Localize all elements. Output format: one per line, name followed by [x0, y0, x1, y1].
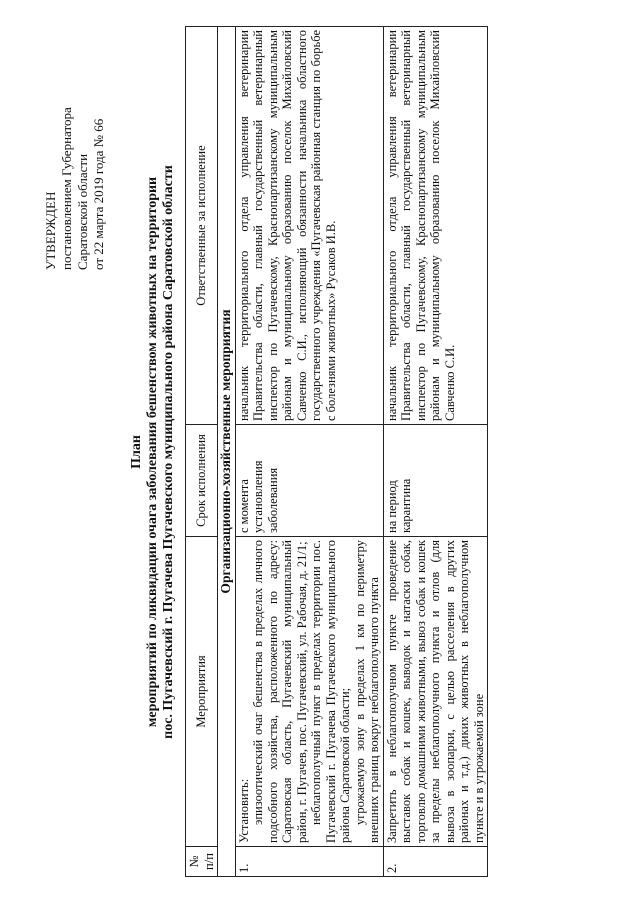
title-line: мероприятий по ликвидации очага заболевания бешенством животных на территории	[145, 176, 160, 728]
row-responsible: начальник территориального отдела управления ветеринарии Правительства области, главный государственный ветеринарный инспектор по Пугачевскому, Краснопартизанскому муниципальным районам и муниципальному образованию поселок Михайловский Савченко С.И., исполняющий обязанности начальника областного государственного учреждения «Пугачевская районная станция по борьбе с болезнями животных» Русаков И.В.	[235, 27, 383, 425]
header-term: Срок исполнения	[186, 425, 218, 537]
table-row	[383, 27, 488, 877]
plan-title	[129, 22, 177, 882]
title-line: План	[129, 435, 144, 469]
table-row	[235, 27, 383, 877]
row-term: с момента установления заболевания	[235, 425, 383, 537]
approval-line: постановлением Губернатора	[59, 107, 74, 270]
approval-line: от 22 марта 2019 года № 66	[91, 118, 106, 270]
section-row	[218, 27, 236, 877]
row-responsible: начальник территориального отдела управления ветеринарии Правительства области, главный государственный ветеринарный инспектор по Пугачевскому, Краснопартизанскому муниципальным районам и муниципальному образованию поселок Михайловский Савченко С.И.	[383, 27, 488, 425]
row-measure	[235, 537, 383, 847]
measure-paragraph: угрожаемую зону в пределах 1 км по периметру внешних границ вокруг неблагополучного пункта	[352, 540, 381, 843]
approval-stamp	[43, 22, 123, 882]
header-num: № п/п	[186, 847, 218, 877]
measure-lead: Установить:	[236, 778, 251, 843]
measure-paragraph: неблагополучный пункт в пределах территории пос. Пугачевский г. Пугачева Пугачевского муниципального района Саратовской области;	[309, 540, 352, 843]
row-num: 2.	[383, 847, 488, 877]
document-page	[25, 22, 615, 882]
approval-line: Саратовской области	[75, 153, 90, 270]
row-measure: Запретить в неблагополучном пункте проведение выставок собак и кошек, выводок и натаски собак, торговлю домашними животными, вывоз собак и кошек за пределы неблагополучного пункта и отлов (для вывоза в зоопарки, с целью расселения в других районах и т.д.) диких животных в неблагополучном пункте и в угрожаемой зоне	[383, 537, 488, 847]
header-responsible: Ответственные за исполнение	[186, 27, 218, 425]
section-title: Организационно-хозяйственные мероприятия	[218, 27, 236, 877]
approval-line: УТВЕРЖДЕН	[43, 191, 58, 270]
measure-paragraph: эпизоотический очаг бешенства в пределах личного подсобного хозяйства, расположенного по адресу: Саратовская область, Пугачевский муниципальный район, г. Пугачев, пос. Пугачевский, ул. Рабочая, д. 21/1;	[251, 540, 309, 843]
header-measures: Мероприятия	[186, 537, 218, 847]
row-term: на период карантина	[383, 425, 488, 537]
table-header-row	[186, 27, 218, 877]
row-num: 1.	[235, 847, 383, 877]
title-line: пос. Пугачевский г. Пугачева Пугачевского муниципального района Саратовской области	[161, 165, 176, 739]
measures-table	[185, 26, 488, 877]
